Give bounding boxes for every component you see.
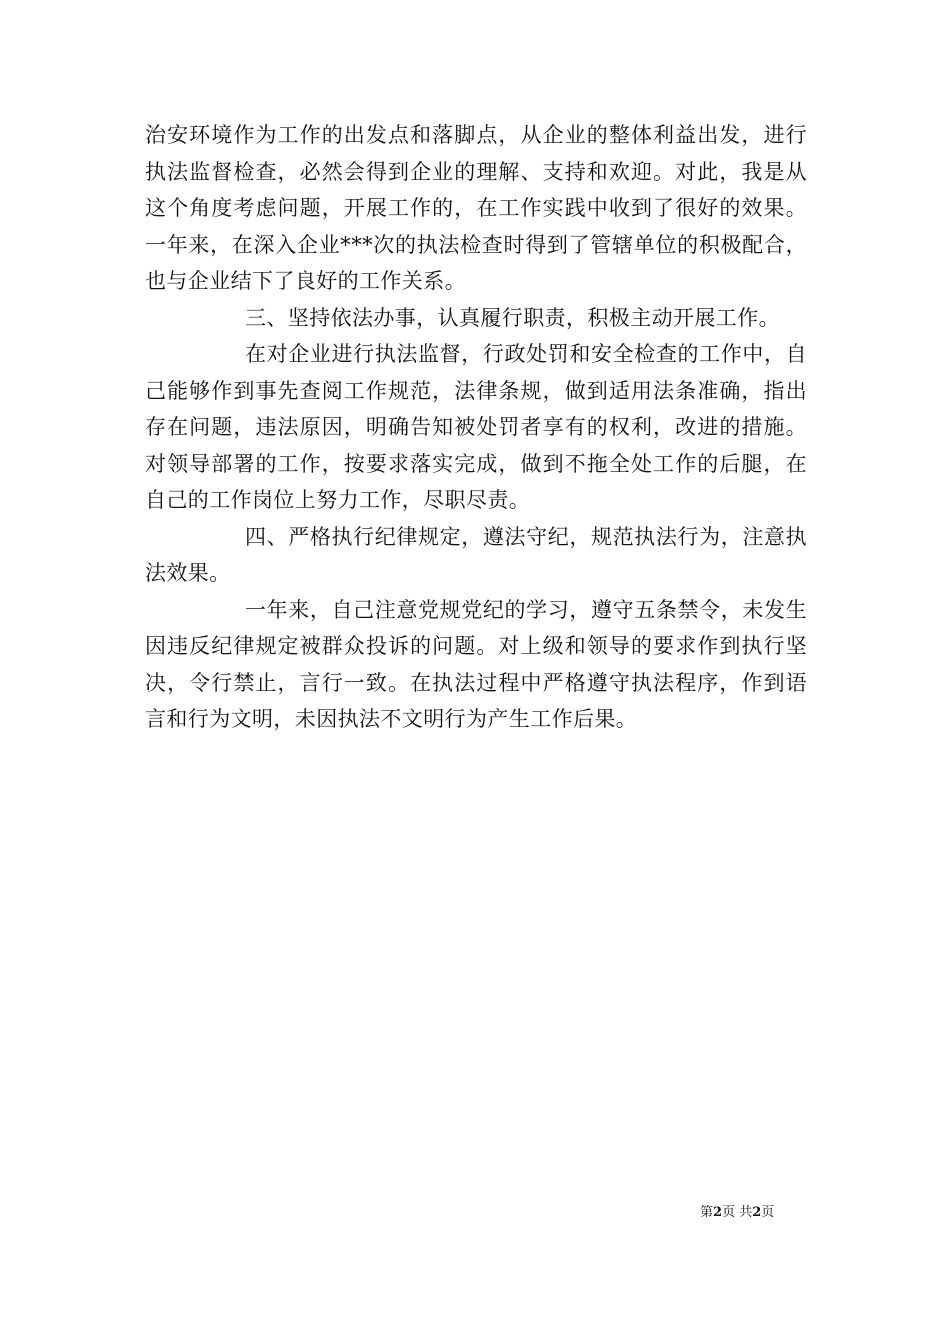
section-heading-four: 四、严格执行纪律规定，遵法守纪，规范执法行为，注意执法效果。 xyxy=(145,524,807,585)
paragraph-law-enforcement: 在对企业进行执法监督，行政处罚和安全检查的工作中，自己能够作到事先查阅工作规范，法律条规，做到适用法条准确，指出存在问题，违法原因，明确告知被处罚者享有的权利，改进的措施。对领导部署的工作，按要求落实完成，做到不拖全处工作的后腿，在自己的工作岗位上努力工作，尽职尽责。 xyxy=(145,342,807,512)
footer-current-page: 2 xyxy=(713,1205,723,1220)
paragraph-discipline: 一年来，自己注意党规党纪的学习，遵守五条禁令，未发生因违反纪律规定被群众投诉的问题。对上级和领导的要求作到执行坚决，令行禁止，言行一致。在执法过程中严格遵守执法程序，作到语言和行为文明，未因执法不文明行为产生工作后果。 xyxy=(145,597,807,731)
paragraph-continuation: 治安环境作为工作的出发点和落脚点，从企业的整体利益出发，进行执法监督检查，必然会得到企业的理解、支持和欢迎。对此，我是从这个角度考虑问题，开展工作的，在工作实践中收到了很好的效果。一年来，在深入企业***次的执法检查时得到了管辖单位的积极配合，也与企业结下了良好的工作关系。 xyxy=(145,123,807,293)
section-heading-three: 三、坚持依法办事，认真履行职责，积极主动开展工作。 xyxy=(245,305,780,330)
footer-total-pages: 2 xyxy=(752,1205,762,1220)
footer-middle: 页 共 xyxy=(722,1205,753,1220)
footer-suffix: 页 xyxy=(761,1205,775,1220)
footer-prefix: 第 xyxy=(700,1205,714,1220)
document-body xyxy=(145,117,807,738)
page-footer xyxy=(700,1204,820,1222)
